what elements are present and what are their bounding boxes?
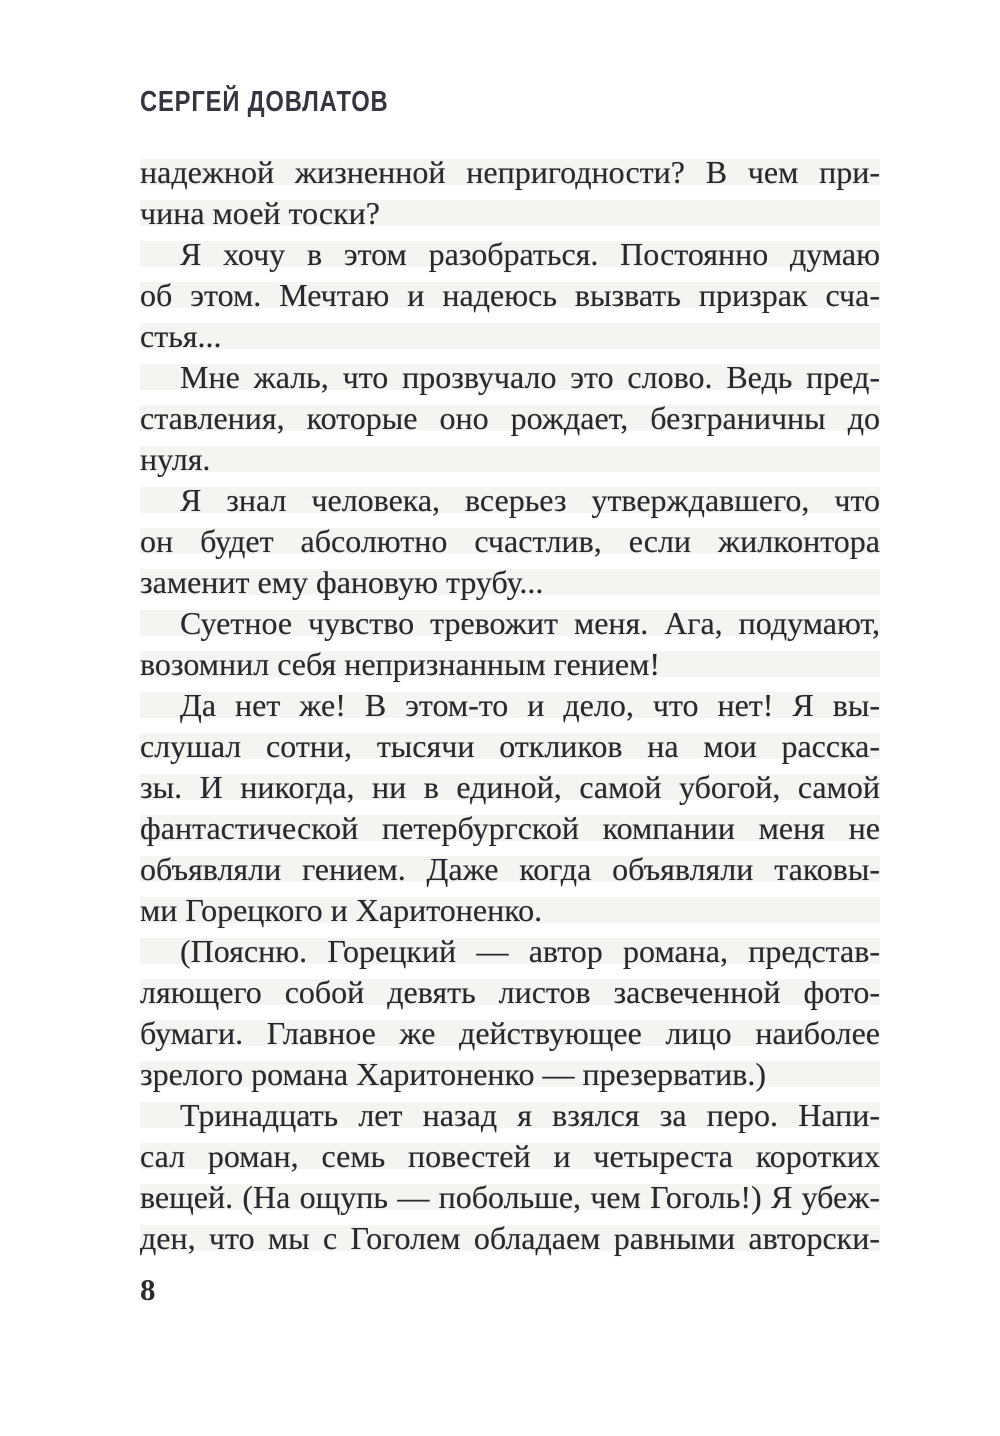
text-line: бумаги. Главное же действующее лицо наиболее (140, 1015, 880, 1051)
text-line: Я знал человека, всерьез утверждавшего, что (180, 482, 880, 518)
text-line: Тринадцать лет назад я взялся за перо. Напи- (180, 1097, 880, 1133)
text-line: вещей. (На ощупь — побольше, чем Гоголь!) Я убеж- (140, 1179, 880, 1215)
text-line: Да нет же! В этом-то и дело, что нет! Я вы- (180, 687, 880, 723)
text-line: ляющего собой девять листов засвеченной фото- (140, 974, 880, 1010)
page-number: 8 (140, 1272, 156, 1307)
text-line: сал роман, семь повестей и четыреста коротких (140, 1138, 880, 1174)
text-column (140, 152, 880, 1259)
text-line: Суетное чувство тревожит меня. Ага, подумают, (180, 605, 880, 641)
text-line: ми Горецкого и Харитоненко. (140, 892, 543, 928)
text-line: зы. И никогда, ни в единой, самой убогой, самой (140, 769, 880, 805)
text-line: слушал сотни, тысячи откликов на мои расска- (140, 728, 880, 764)
text-line: фантастической петербургской компании меня не (140, 810, 880, 846)
text-line: заменит ему фановую трубу... (140, 564, 544, 600)
text-line: нуля. (140, 441, 211, 477)
text-line: ден, что мы с Гоголем обладаем равными авторски- (140, 1220, 880, 1256)
text-line: Мне жаль, что прозвучало это слово. Ведь пред- (180, 359, 880, 395)
text-line: (Поясню. Горецкий — автор романа, представ- (180, 933, 880, 969)
text-line: зрелого романа Харитоненко — презерватив.) (140, 1056, 766, 1092)
text-line: объявляли гением. Даже когда объявляли таковы- (140, 851, 880, 887)
text-line: чина моей тоски? (140, 195, 380, 231)
text-line: ставления, которые оно рождает, безграничны до (140, 400, 880, 436)
text-line: возомнил себя непризнанным гением! (140, 646, 661, 682)
text-line: он будет абсолютно счастлив, если жилконтора (140, 523, 880, 559)
running-head: СЕРГЕЙ ДОВЛАТОВ (140, 86, 389, 118)
text-line: стья... (140, 318, 222, 354)
text-line: об этом. Мечтаю и надеюсь вызвать призрак сча- (140, 277, 880, 313)
text-line: надежной жизненной непригодности? В чем при- (140, 154, 880, 190)
text-line: Я хочу в этом разобраться. Постоянно думаю (180, 236, 880, 272)
